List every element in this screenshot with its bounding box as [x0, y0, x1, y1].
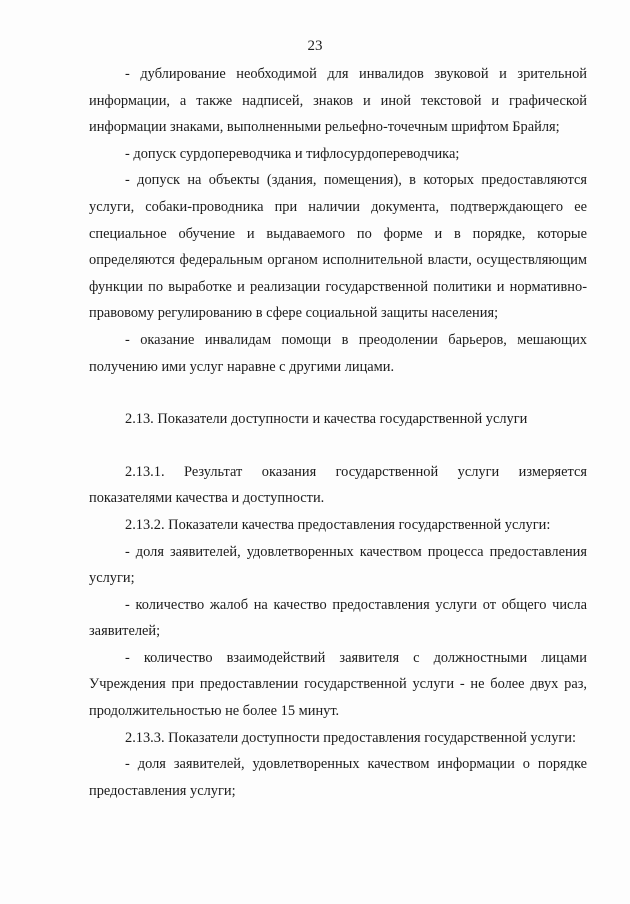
- paragraph-interactions: - количество взаимодействий заявителя с должностными лицами Учреждения при предоставлении государственной услуги - не более двух раз, продолжительностью не более 15 минут.: [89, 649, 587, 720]
- paragraph-sign-interpreter: - допуск сурдопереводчика и тифлосурдопереводчика;: [125, 145, 460, 162]
- page-number: 23: [307, 38, 323, 54]
- paragraph-2-13-1: 2.13.1. Результат оказания государственной услуги измеряется показателями качества и доступности.: [89, 463, 587, 507]
- paragraph-2-13-2: 2.13.2. Показатели качества предоставления государственной услуги:: [125, 516, 551, 533]
- document-body: [89, 61, 587, 804]
- section-heading: 2.13. Показатели доступности и качества государственной услуги: [125, 411, 528, 428]
- paragraph-barrier-assistance: - оказание инвалидам помощи в преодолении барьеров, мешающих получению ими услуг наравне с другими лицами.: [89, 331, 587, 375]
- paragraph-satisfied-applicants: - доля заявителей, удовлетворенных качеством процесса предоставления услуги;: [89, 543, 587, 587]
- paragraph-2-13-3: 2.13.3. Показатели доступности предоставления государственной услуги:: [125, 729, 576, 746]
- paragraph-guide-dog: - допуск на объекты (здания, помещения), в которых предоставляются услуги, собаки-проводника при наличии документа, подтверждающего ее специальное обучение и выдаваемого по форме и в порядке, которые определяются федеральным органом исполнительной власти, осуществляющим функции по выработке и реализации государственной политики и нормативно-правовому регулированию в сфере социальной защиты населения;: [89, 172, 587, 322]
- paragraph-info-satisfaction: - доля заявителей, удовлетворенных качеством информации о порядке предоставления услуги;: [89, 756, 587, 799]
- paragraph-braille-duplication: - дублирование необходимой для инвалидов звуковой и зрительной информации, а также надписей, знаков и иной текстовой и графической информации знаками, выполненными рельефно-точечным шрифтом Брайля;: [89, 66, 587, 136]
- paragraph-complaints: - количество жалоб на качество предоставления услуги от общего числа заявителей;: [89, 596, 587, 640]
